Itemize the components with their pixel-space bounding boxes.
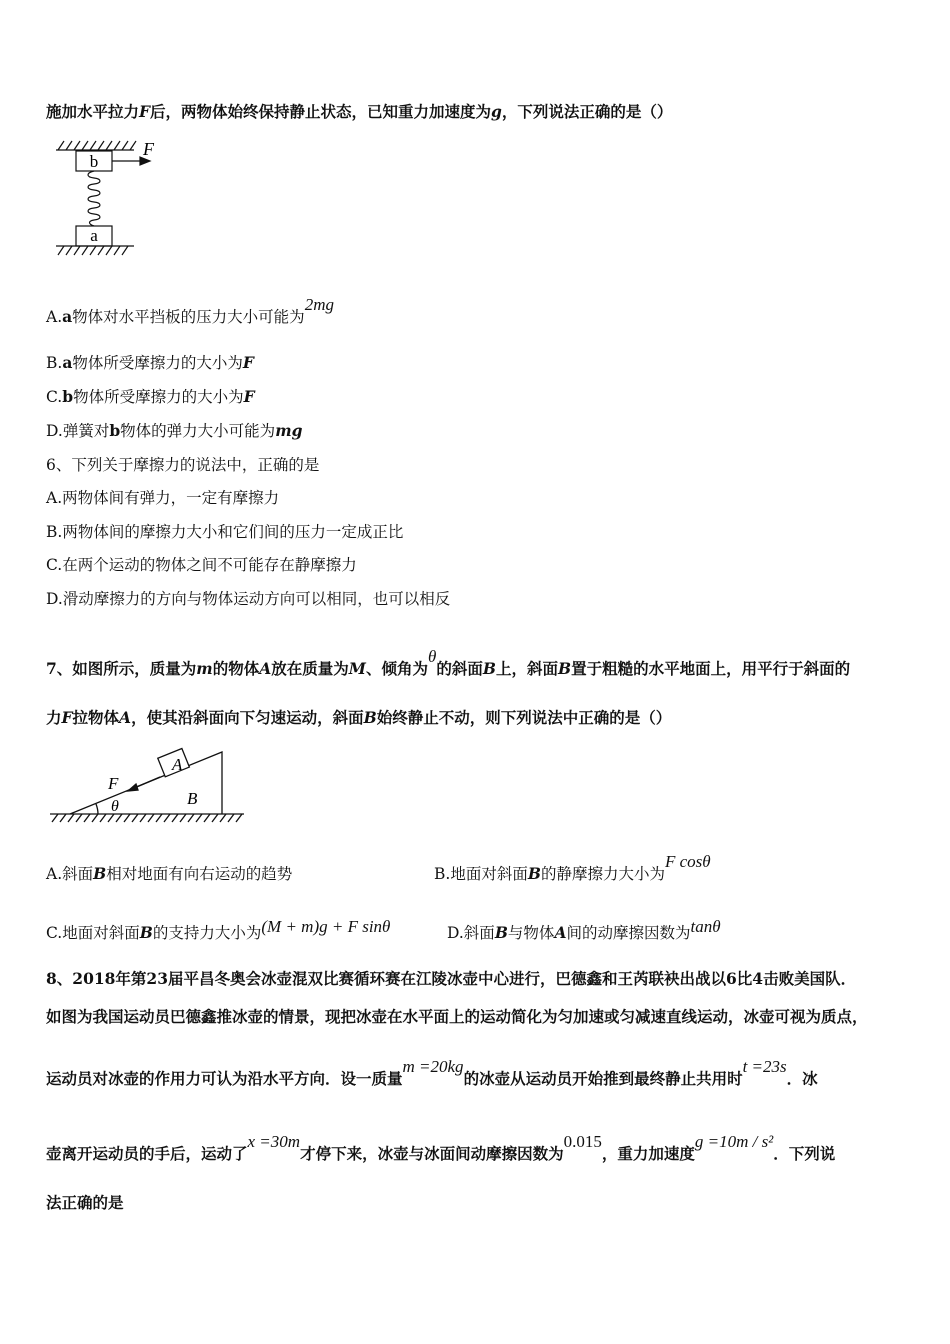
object-label: a [62, 307, 73, 326]
stem-text: 置于粗糙的水平地面上，用平行于斜面的 [571, 659, 851, 678]
force-F-label: F [108, 774, 119, 793]
stem-text: ，重力加速度 [601, 1144, 695, 1163]
math-expression: m =20kg [402, 1057, 464, 1076]
variable: F [243, 387, 255, 406]
intro-text-2: 后，两物体始终保持静止状态，已知重力加速度为 [150, 102, 492, 121]
stem-text: 力 [46, 708, 62, 727]
option-text: D.斜面 [447, 924, 495, 942]
q7-stem-line-1 [46, 647, 851, 680]
q8-stem-line-2: 如图为我国运动员巴德鑫推冰壶的情景，现把冰壶在水平面上的运动简化为匀加速或匀减速直线运动，冰壶可视为质点， [46, 1007, 868, 1026]
option-prefix: B. [46, 354, 63, 372]
math-expression: tanθ [690, 917, 721, 936]
variable: mg [275, 421, 303, 440]
stem-text: ，使其沿斜面向下匀速运动，斜面 [131, 708, 364, 727]
variable: B [527, 864, 541, 883]
stem-text: ．下列说 [773, 1144, 836, 1163]
math-expression: t =23s [742, 1057, 787, 1076]
variable: A [554, 923, 567, 942]
option-text: 与物体 [507, 924, 555, 942]
q5-option-B [46, 352, 254, 374]
option-text: 物体所受摩擦力的大小为 [73, 388, 244, 406]
q8-stem-line-1: 8、2018年第23届平昌冬奥会冰壶混双比赛循环赛在江陵冰壶中心进行，巴德鑫和王芮联袂出战以6比4击败美国队． [46, 969, 857, 988]
q6-option-C: C.在两个运动的物体之间不可能存在静摩擦力 [46, 556, 357, 574]
option-text: 物体所受摩擦力的大小为 [72, 354, 243, 372]
stem-text: 才停下来，冰壶与冰面间动摩擦因数为 [300, 1144, 564, 1163]
block-b-label: b [89, 152, 99, 171]
variable: B [93, 864, 107, 883]
force-F-label: F [143, 139, 154, 159]
math-expression: g =10m / s² [694, 1132, 774, 1151]
math-expression: 2mg [304, 295, 334, 314]
intro-var-F: F [139, 102, 151, 121]
incline-B-label: B [187, 789, 198, 808]
stem-text: 7、如图所示，质量为 [46, 659, 197, 678]
intro-text-1: 施加水平拉力 [46, 102, 140, 121]
variable: A [119, 708, 132, 727]
stem-text: 始终静止不动，则下列说法中正确的是（） [376, 708, 672, 727]
q6-stem: 6、下列关于摩擦力的说法中，正确的是 [46, 456, 320, 474]
incline-figure [48, 742, 248, 828]
option-text: 相对地面有向右运动的趋势 [106, 865, 293, 883]
block-a-label: a [90, 226, 98, 245]
stem-text: 拉物体 [72, 708, 120, 727]
option-text: 弹簧对 [62, 422, 110, 440]
variable: B [482, 659, 496, 678]
math-expression: (M + m)g + F sinθ [261, 917, 391, 936]
option-text: A.斜面 [46, 865, 94, 883]
stem-text: 上，斜面 [495, 659, 558, 678]
q8-stem-line-3 [46, 1057, 818, 1090]
math-expression: F cosθ [664, 852, 711, 871]
q6-option-A: A.两物体间有弹力，一定有摩擦力 [46, 489, 280, 507]
option-prefix: C. [46, 388, 63, 406]
variable: m [196, 659, 213, 678]
q8-stem-line-4 [46, 1132, 836, 1165]
variable: A [259, 659, 272, 678]
stem-text: 运动员对冰壶的作用力可认为沿水平方向．设一质量 [46, 1069, 403, 1088]
q7-option-B [434, 852, 711, 885]
variable: B [139, 923, 153, 942]
stem-text: 的斜面 [436, 659, 483, 678]
option-text: 物体对水平挡板的压力大小可能为 [72, 308, 305, 326]
variable: F [242, 353, 254, 372]
q6-option-D: D.滑动摩擦力的方向与物体运动方向可以相同，也可以相反 [46, 590, 451, 608]
block-A-label: A [172, 755, 183, 774]
q7-option-A [46, 863, 292, 885]
math-expression: θ [427, 647, 437, 666]
option-text: 物体的弹力大小可能为 [120, 422, 276, 440]
option-prefix: A. [46, 308, 63, 326]
q7-stem-line-2 [46, 707, 671, 729]
stem-text: ．冰 [786, 1069, 818, 1088]
option-text: 间的动摩擦因数为 [566, 924, 691, 942]
q7-option-D [447, 917, 721, 944]
variable: B [363, 708, 377, 727]
q6-option-B: B.两物体间的摩擦力大小和它们间的压力一定成正比 [46, 523, 404, 541]
math-expression: 0.015 [563, 1132, 602, 1151]
intro-var-g: g [491, 102, 502, 121]
variable: B [494, 923, 508, 942]
stem-text: 、倾角为 [365, 659, 428, 678]
option-text: 的支持力大小为 [152, 924, 262, 942]
q5-option-C [46, 386, 255, 408]
object-label: b [62, 387, 74, 406]
option-text: 的静摩擦力大小为 [540, 865, 665, 883]
option-text: B.地面对斜面 [434, 865, 528, 883]
intro-text-3: ，下列说法正确的是（） [501, 102, 673, 121]
object-label: b [109, 421, 121, 440]
q5-option-D [46, 420, 302, 442]
q7-option-C [46, 917, 391, 944]
stem-text: 的冰壶从运动员开始推到最终静止共用时 [463, 1069, 743, 1088]
variable: F [61, 708, 73, 727]
option-prefix: D. [46, 422, 63, 440]
q8-stem-line-5: 法正确的是 [46, 1193, 124, 1212]
stem-text: 放在质量为 [271, 659, 349, 678]
variable: M [348, 659, 366, 678]
angle-theta-label: θ [111, 798, 119, 815]
intro-line [46, 101, 672, 123]
q5-option-A [46, 295, 334, 328]
math-expression: x =30m [247, 1132, 301, 1151]
stem-text: 的物体 [212, 659, 260, 678]
stem-text: 壶离开运动员的手后，运动了 [46, 1144, 248, 1163]
variable: B [557, 659, 572, 678]
spring-blocks-figure [50, 138, 160, 260]
option-text: C.地面对斜面 [46, 924, 140, 942]
object-label: a [62, 353, 73, 372]
